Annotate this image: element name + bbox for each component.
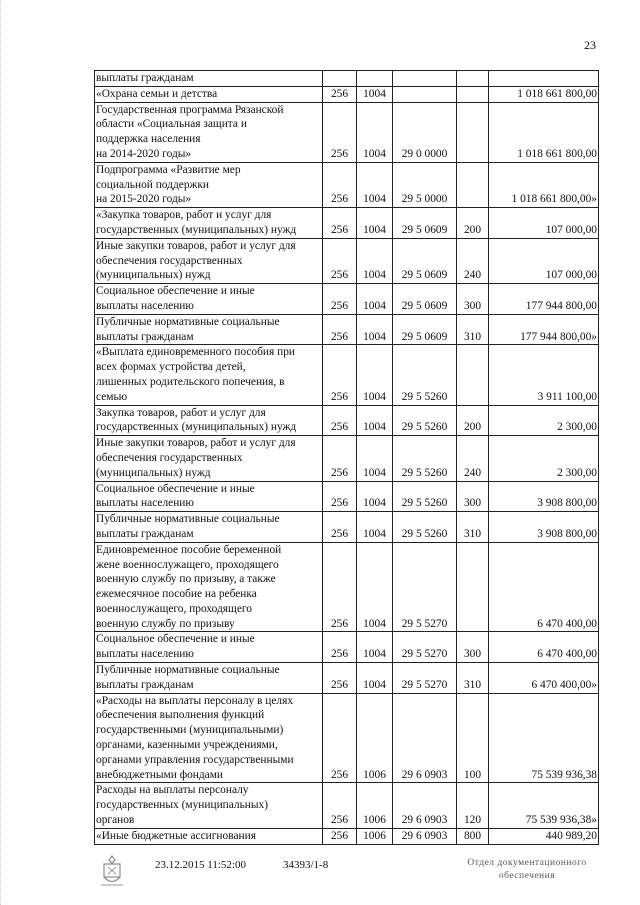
- row-section-code-cell: 1006: [357, 693, 393, 783]
- row-target-code-cell: 29 5 5270: [393, 632, 457, 663]
- row-target-code-cell: [393, 71, 457, 87]
- row-amount-cell: 3 911 100,00: [489, 345, 599, 405]
- table-row: [95, 405, 599, 436]
- page-number: 23: [584, 38, 596, 52]
- row-target-code-cell: 29 5 0609: [393, 238, 457, 283]
- row-target-code-cell: 29 5 0609: [393, 208, 457, 239]
- row-amount-cell: 6 470 400,00: [489, 632, 599, 663]
- row-section-code-cell: 1004: [357, 238, 393, 283]
- coat-of-arms-icon: [98, 855, 126, 892]
- row-amount-cell: 107 000,00: [489, 208, 599, 239]
- row-section-code-cell: 1004: [357, 632, 393, 663]
- table-row: [95, 512, 599, 543]
- row-target-code-cell: 29 6 0903: [393, 693, 457, 783]
- row-name-cell: «Расходы на выплаты персоналу в целях обеспечения выполнения функций государственными (муниципальными) органами, казенными учреждениями, органами управления государственными внебюджетными фондами: [95, 693, 323, 783]
- row-name-cell: «Иные бюджетные ассигнования: [95, 828, 323, 844]
- table-row: [95, 693, 599, 783]
- row-section-code-cell: 1004: [357, 102, 393, 162]
- table-row: [95, 314, 599, 345]
- row-expense-type-cell: [457, 345, 489, 405]
- table-row: [95, 284, 599, 315]
- row-section-code-cell: 1004: [357, 481, 393, 512]
- row-name-cell: Закупка товаров, работ и услуг для государственных (муниципальных) нужд: [95, 405, 323, 436]
- row-section-code-cell: 1004: [357, 208, 393, 239]
- row-target-code-cell: 29 5 5270: [393, 663, 457, 694]
- table-row: [95, 238, 599, 283]
- table-row: [95, 783, 599, 828]
- row-amount-cell: 2 300,00: [489, 405, 599, 436]
- row-name-cell: Социальное обеспечение и иные выплаты населению: [95, 481, 323, 512]
- row-section-code-cell: 1004: [357, 162, 393, 207]
- row-name-cell: Подпрограмма «Развитие мер социальной поддержки на 2015-2020 годы»: [95, 162, 323, 207]
- row-section-code-cell: 1004: [357, 345, 393, 405]
- table-row: [95, 436, 599, 481]
- row-amount-cell: 2 300,00: [489, 436, 599, 481]
- row-expense-type-cell: 240: [457, 238, 489, 283]
- row-amount-cell: 107 000,00: [489, 238, 599, 283]
- row-admin-code-cell: 256: [323, 86, 357, 102]
- row-expense-type-cell: 310: [457, 314, 489, 345]
- row-target-code-cell: 29 5 0000: [393, 162, 457, 207]
- footer: [0, 855, 640, 895]
- row-name-cell: Социальное обеспечение и иные выплаты населению: [95, 632, 323, 663]
- table-row: [95, 828, 599, 844]
- row-expense-type-cell: 100: [457, 693, 489, 783]
- table-row: [95, 481, 599, 512]
- table-row: [95, 632, 599, 663]
- row-name-cell: Публичные нормативные социальные выплаты гражданам: [95, 512, 323, 543]
- row-admin-code-cell: 256: [323, 208, 357, 239]
- row-expense-type-cell: [457, 71, 489, 87]
- row-expense-type-cell: [457, 542, 489, 632]
- table-row: [95, 663, 599, 694]
- row-admin-code-cell: 256: [323, 481, 357, 512]
- row-expense-type-cell: 120: [457, 783, 489, 828]
- row-section-code-cell: 1004: [357, 542, 393, 632]
- table-row: [95, 542, 599, 632]
- row-name-cell: «Выплата единовременного пособия при всех формах устройства детей, лишенных родительского попечения, в семью: [95, 345, 323, 405]
- row-name-cell: Единовременное пособие беременной жене военнослужащего, проходящего военную службу по призыву, а также ежемесячное пособие на ребенка военнослужащего, проходящего военную службу по призыву: [95, 542, 323, 632]
- row-expense-type-cell: 800: [457, 828, 489, 844]
- row-name-cell: выплаты гражданам: [95, 71, 323, 87]
- row-admin-code-cell: 256: [323, 663, 357, 694]
- row-target-code-cell: 29 5 5260: [393, 481, 457, 512]
- row-admin-code-cell: 256: [323, 405, 357, 436]
- row-expense-type-cell: [457, 162, 489, 207]
- row-expense-type-cell: 300: [457, 284, 489, 315]
- row-admin-code-cell: 256: [323, 783, 357, 828]
- row-expense-type-cell: 300: [457, 481, 489, 512]
- table-row: [95, 86, 599, 102]
- row-name-cell: Публичные нормативные социальные выплаты гражданам: [95, 663, 323, 694]
- row-admin-code-cell: [323, 71, 357, 87]
- row-section-code-cell: [357, 71, 393, 87]
- row-admin-code-cell: 256: [323, 693, 357, 783]
- row-amount-cell: 440 989,20: [489, 828, 599, 844]
- row-amount-cell: 1 018 661 800,00: [489, 86, 599, 102]
- row-target-code-cell: 29 5 5260: [393, 405, 457, 436]
- row-name-cell: Публичные нормативные социальные выплаты гражданам: [95, 314, 323, 345]
- table-row: [95, 71, 599, 87]
- row-name-cell: «Закупка товаров, работ и услуг для государственных (муниципальных) нужд: [95, 208, 323, 239]
- row-target-code-cell: 29 5 5260: [393, 512, 457, 543]
- row-amount-cell: 3 908 800,00: [489, 481, 599, 512]
- row-amount-cell: 1 018 661 800,00: [489, 102, 599, 162]
- row-expense-type-cell: 300: [457, 632, 489, 663]
- row-admin-code-cell: 256: [323, 542, 357, 632]
- row-expense-type-cell: [457, 102, 489, 162]
- row-expense-type-cell: 310: [457, 512, 489, 543]
- row-section-code-cell: 1004: [357, 405, 393, 436]
- row-name-cell: Расходы на выплаты персоналу государственных (муниципальных) органов: [95, 783, 323, 828]
- row-admin-code-cell: 256: [323, 238, 357, 283]
- row-target-code-cell: 29 5 0609: [393, 284, 457, 315]
- budget-table-body: [95, 71, 599, 845]
- row-target-code-cell: 29 5 5260: [393, 436, 457, 481]
- row-expense-type-cell: 200: [457, 405, 489, 436]
- row-admin-code-cell: 256: [323, 512, 357, 543]
- row-amount-cell: [489, 71, 599, 87]
- row-name-cell: «Охрана семьи и детства: [95, 86, 323, 102]
- row-expense-type-cell: 200: [457, 208, 489, 239]
- row-target-code-cell: 29 5 5260: [393, 345, 457, 405]
- row-section-code-cell: 1004: [357, 512, 393, 543]
- table-row: [95, 102, 599, 162]
- row-amount-cell: 1 018 661 800,00»: [489, 162, 599, 207]
- row-expense-type-cell: 240: [457, 436, 489, 481]
- row-expense-type-cell: [457, 86, 489, 102]
- row-amount-cell: 177 944 800,00: [489, 284, 599, 315]
- row-target-code-cell: 29 5 5270: [393, 542, 457, 632]
- budget-table: [94, 70, 599, 845]
- row-target-code-cell: 29 0 0000: [393, 102, 457, 162]
- footer-timestamp: 23.12.2015 11:52:00: [155, 859, 246, 871]
- footer-department: Отдел документационного обеспечения: [467, 858, 587, 881]
- row-admin-code-cell: 256: [323, 314, 357, 345]
- left-margin-mark: [0, 0, 2, 905]
- row-amount-cell: 75 539 936,38: [489, 693, 599, 783]
- table-row: [95, 345, 599, 405]
- row-amount-cell: 75 539 936,38»: [489, 783, 599, 828]
- row-section-code-cell: 1004: [357, 663, 393, 694]
- row-section-code-cell: 1004: [357, 314, 393, 345]
- row-admin-code-cell: 256: [323, 436, 357, 481]
- row-amount-cell: 6 470 400,00»: [489, 663, 599, 694]
- row-name-cell: Государственная программа Рязанской области «Социальная защита и поддержка населения на 2014-2020 годы»: [95, 102, 323, 162]
- row-section-code-cell: 1004: [357, 436, 393, 481]
- row-admin-code-cell: 256: [323, 284, 357, 315]
- row-section-code-cell: 1006: [357, 783, 393, 828]
- row-section-code-cell: 1004: [357, 86, 393, 102]
- row-target-code-cell: 29 6 0903: [393, 828, 457, 844]
- row-target-code-cell: [393, 86, 457, 102]
- row-admin-code-cell: 256: [323, 102, 357, 162]
- table-row: [95, 162, 599, 207]
- row-amount-cell: 6 470 400,00: [489, 542, 599, 632]
- row-admin-code-cell: 256: [323, 162, 357, 207]
- row-section-code-cell: 1004: [357, 284, 393, 315]
- row-name-cell: Иные закупки товаров, работ и услуг для обеспечения государственных (муниципальных) нужд: [95, 436, 323, 481]
- footer-doc-number: 34393/1-8: [283, 859, 329, 871]
- table-row: [95, 208, 599, 239]
- row-admin-code-cell: 256: [323, 345, 357, 405]
- row-admin-code-cell: 256: [323, 632, 357, 663]
- row-target-code-cell: 29 6 0903: [393, 783, 457, 828]
- row-admin-code-cell: 256: [323, 828, 357, 844]
- row-amount-cell: 177 944 800,00»: [489, 314, 599, 345]
- row-section-code-cell: 1006: [357, 828, 393, 844]
- row-expense-type-cell: 310: [457, 663, 489, 694]
- row-amount-cell: 3 908 800,00: [489, 512, 599, 543]
- row-name-cell: Иные закупки товаров, работ и услуг для обеспечения государственных (муниципальных) нужд: [95, 238, 323, 283]
- row-target-code-cell: 29 5 0609: [393, 314, 457, 345]
- row-name-cell: Социальное обеспечение и иные выплаты населению: [95, 284, 323, 315]
